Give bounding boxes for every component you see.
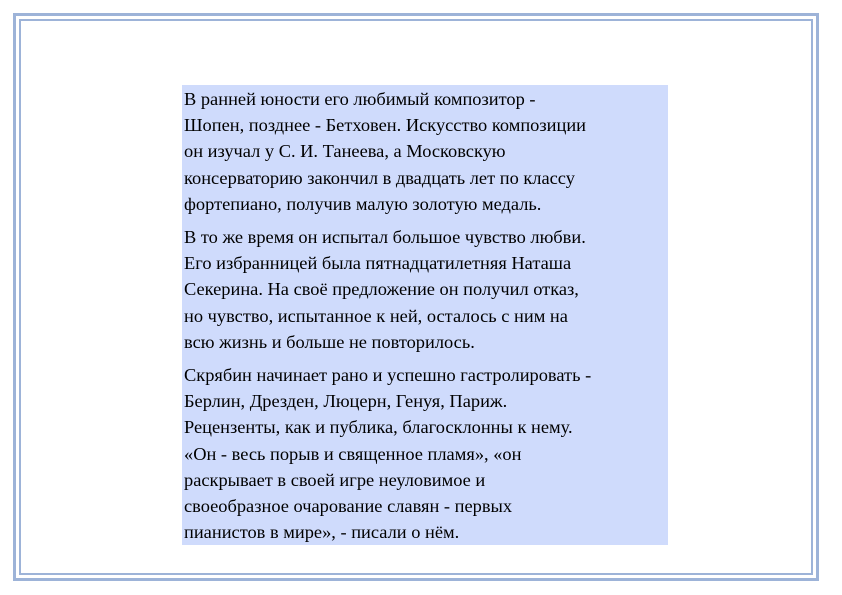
paragraph-3 [184,362,666,545]
text-line: «Он - весь порыв и священное пламя», «он [184,443,522,464]
text-line: раскрывает в своей игре неуловимое и [184,469,486,490]
text-line: Секерина. На своё предложение он получил отказ, [184,279,579,300]
text-line: Шопен, позднее - Бетховен. Искусство композиции [184,115,587,136]
text-line: всю жизнь и больше не повторилось. [184,331,475,352]
text-line: пианистов в мире», - писали о нём. [184,522,460,543]
text-line: Берлин, Дрезден, Люцерн, Генуя, Париж. [184,391,508,412]
text-line: Скрябин начинает рано и успешно гастролировать - [184,365,592,386]
text-line: он изучал у С. И. Танеева, а Московскую [184,141,506,162]
text-line: своеобразное очарование славян - первых [184,496,513,517]
text-line: фортепиано, получив малую золотую медаль. [184,193,542,214]
paragraph-2 [184,224,666,355]
text-line: консерваторию закончил в двадцать лет по классу [184,167,575,188]
text-line: В то же время он испытал большое чувство любви. [184,227,586,248]
text-line: Рецензенты, как и публика, благосклонны к нему. [184,417,573,438]
text-line: но чувство, испытанное к ней, осталось с ним на [184,305,568,326]
text-line: В ранней юности его любимый композитор - [184,89,536,109]
paragraph-1 [184,86,666,217]
text-line: Его избранницей была пятнадцатилетняя Наташа [184,253,572,274]
text-block [182,85,668,545]
